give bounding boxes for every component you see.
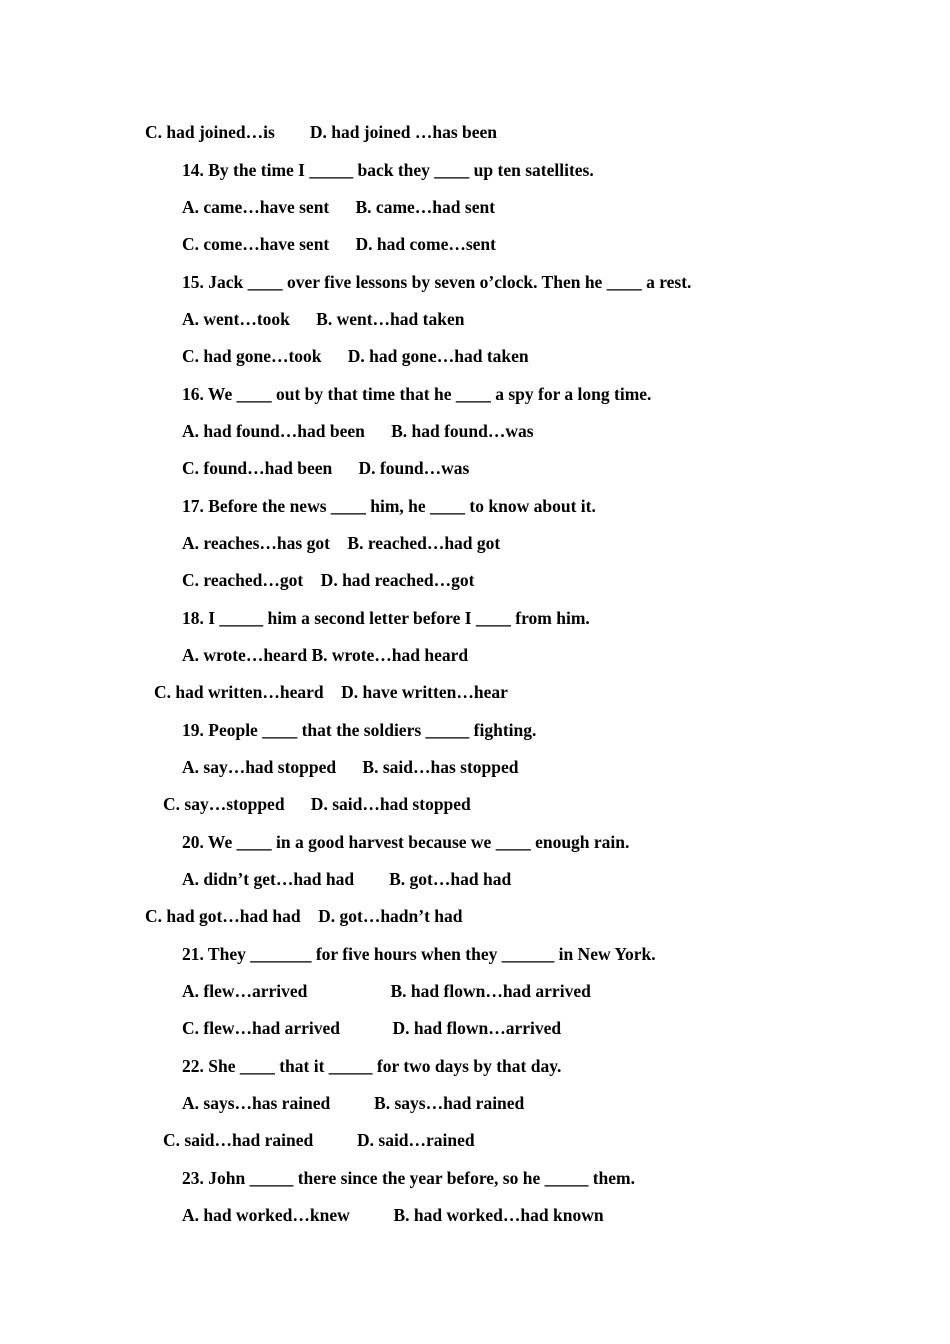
text-line: A. flew…arrived B. had flown…had arrived	[182, 981, 591, 1001]
text-line: A. says…has rained B. says…had rained	[182, 1093, 525, 1113]
text-line: A. came…have sent B. came…had sent	[182, 197, 496, 217]
text-line: A. had worked…knew B. had worked…had known	[182, 1205, 604, 1225]
question-14: 14. By the time I _____ back they ____ up ten satellites.	[182, 160, 594, 180]
text-line: A. say…had stopped B. said…has stopped	[182, 757, 519, 777]
question-15: 15. Jack ____ over five lessons by seven o’clock. Then he ____ a rest.	[182, 272, 692, 292]
text-line: A. had found…had been B. had found…was	[182, 421, 534, 441]
text-line: C. found…had been D. found…was	[182, 458, 470, 478]
text-line: C. had written…heard D. have written…hear	[154, 682, 508, 702]
question-18: 18. I _____ him a second letter before I ____ from him.	[182, 608, 590, 628]
text-line: A. wrote…heard B. wrote…had heard	[182, 645, 469, 665]
question-16: 16. We ____ out by that time that he ____ a spy for a long time.	[182, 384, 652, 404]
text-line: C. had got…had had D. got…hadn’t had	[145, 906, 463, 926]
text-line: C. reached…got D. had reached…got	[182, 570, 475, 590]
text-line: A. didn’t get…had had B. got…had had	[182, 869, 512, 889]
question-20: 20. We ____ in a good harvest because we ____ enough rain.	[182, 832, 630, 852]
question-19: 19. People ____ that the soldiers _____ fighting.	[182, 720, 537, 740]
text-line: A. reaches…has got B. reached…had got	[182, 533, 501, 553]
text-line: C. had gone…took D. had gone…had taken	[182, 346, 529, 366]
text-line: A. went…took B. went…had taken	[182, 309, 465, 329]
text-line: C. said…had rained D. said…rained	[163, 1130, 475, 1150]
text-line: C. had joined…is D. had joined …has been	[145, 122, 498, 142]
text-line: C. flew…had arrived D. had flown…arrived	[182, 1018, 562, 1038]
question-17: 17. Before the news ____ him, he ____ to know about it.	[182, 496, 596, 516]
question-22: 22. She ____ that it _____ for two days by that day.	[182, 1056, 562, 1076]
question-23: 23. John _____ there since the year before, so he _____ them.	[182, 1168, 636, 1188]
text-line: C. say…stopped D. said…had stopped	[163, 794, 471, 814]
question-21: 21. They _______ for five hours when they ______ in New York.	[182, 944, 656, 964]
text-line: C. come…have sent D. had come…sent	[182, 234, 496, 254]
